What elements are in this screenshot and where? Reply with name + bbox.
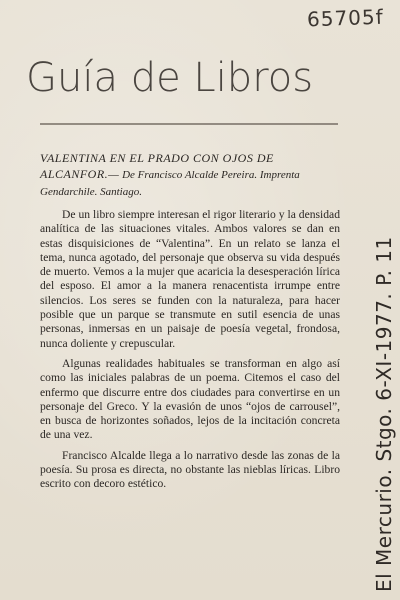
review-meta: De Francisco Alcalde Pereira. Imprenta Gendarchile. Santiago. bbox=[40, 169, 300, 198]
paragraph: De un libro siempre interesan el rigor literario y la densidad analítica de las situaciones vitales. Ambos valores se dan en estas disquisiciones de “Valentina”. En un relato se lanza el tema, nunca agotado, del personaje que observa su vida después de muerto. Vemos a la mujer que acaricia la desesperación lírica del esposo. El amor a la manera renacentista irrumpe entre silencios. Los seres se funden con la naturaleza, para hacer posible que un parque se transmute en sutil esencia de unas personas, inmersas en un paisaje de poesía vegetal, frondosa, nunca doliente y crepuscular. bbox=[40, 208, 340, 350]
paragraph: Algunas realidades habituales se transforman en algo así como las iniciales palabras de un poema. Citemos el caso del enfermo que discurre entre dos ciudades para convertirse en un personaje del Greco. Y la evasión de unos “ojos de carrousel”, en busca de horizontes soñados, lejos de la incitación concreta de una vez. bbox=[40, 356, 340, 442]
handwritten-source-note: El Mercurio. Stgo. 6-XI-1977. P. 11 bbox=[372, 236, 396, 592]
review-body bbox=[40, 208, 340, 498]
paragraph: Francisco Alcalde llega a lo narrativo desde las zonas de la poesía. Su prosa es directa, no obstante las nieblas líricas. Libro escrito con decoro estético. bbox=[40, 448, 340, 491]
column-masthead: Guía de Libros bbox=[26, 55, 314, 101]
archive-code: 65705f bbox=[306, 4, 385, 32]
masthead-rule bbox=[40, 123, 338, 125]
review-header bbox=[40, 150, 340, 200]
review-title: VALENTINA EN EL PRADO CON OJOS DE ALCANFOR.— bbox=[40, 151, 274, 181]
